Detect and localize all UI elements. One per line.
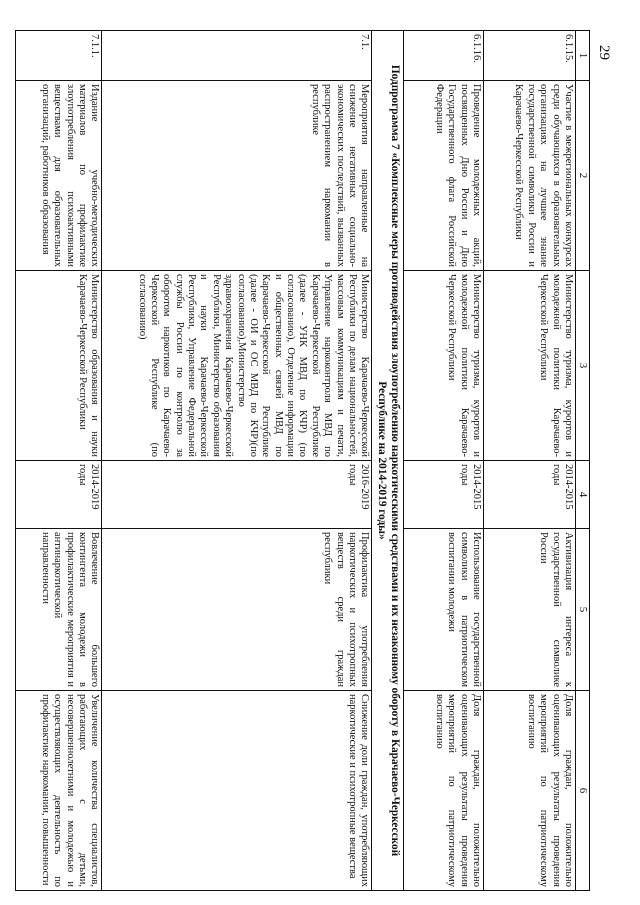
subprogram-row — [372, 31, 404, 891]
row-number: 7.1. — [102, 31, 372, 81]
result-cell: Использование государственной символики в патриотическом воспитании молодежи — [404, 529, 484, 691]
event-cell: Издание учебно-методических материалов по профилактике злоупотребления психоактивными веществами для образовательных организаций, работников образования — [16, 81, 102, 271]
executor-cell: Министерство туризма, курортов и молодежной политики Карачаево-Черкесской Республики — [484, 271, 576, 461]
row-number: 6.1.16. — [404, 31, 484, 81]
years-cell: 2014-2019 годы — [16, 461, 102, 529]
result-cell: Профилактика употребления наркотических и психотропных веществ среди граждан республики — [102, 529, 372, 691]
table-row — [16, 31, 102, 891]
indicator-cell: Увеличение количества специалистов, работающих с детьми, несовершеннолетними и молодежью и осуществляющих деятельность по профилактике наркомании, повышенности — [16, 691, 102, 891]
table-row — [404, 31, 484, 891]
header-cell: 2 — [576, 81, 590, 271]
program-table — [15, 30, 590, 891]
table-header-row — [576, 31, 590, 891]
page-number: 29 — [596, 45, 612, 60]
header-cell: 4 — [576, 461, 590, 529]
event-cell: Проведение молодежных акций, посвященных Дню России и Дню Государственного флага Российской Федерации — [404, 81, 484, 271]
indicator-cell: Доля граждан, положительно оценивающих результаты проведения мероприятий по патриотическому воспитанию — [404, 691, 484, 891]
executor-cell: Министерство туризма, курортов и молодежной политики Карачаево-Черкесской Республики — [404, 271, 484, 461]
event-cell: Участие в межрегиональных конкурсах среди обучающихся в образовательных организациях на лучшее знание государственной символики России и Карачаево-Черкесской Республики — [484, 81, 576, 271]
header-cell: 5 — [576, 529, 590, 691]
table-row — [484, 31, 576, 891]
executor-cell: Министерство образования и науки Карачаево-Черкесской Республики — [16, 271, 102, 461]
header-cell: 3 — [576, 271, 590, 461]
rotated-table-wrapper — [0, 30, 590, 890]
row-number: 6.1.15. — [484, 31, 576, 81]
result-cell: Вовлечение большего контингента молодежи в профилактические мероприятия и антинаркотической направленности — [16, 529, 102, 691]
years-cell: 2014-2015 годы — [404, 461, 484, 529]
years-cell: 2016-2019 годы — [102, 461, 372, 529]
subprogram-heading: Подпрограмма 7 «Комплексные меры противодействия злоупотреблению наркотическими средствами и их незаконному обороту в Карачаево-Черкесской Республике на 2014-2019 годы» — [372, 31, 404, 891]
event-cell: Мероприятия направленные на снижение негативных социально-экономических последствий, вызванных распространением наркомании в республике — [102, 81, 372, 271]
table-row — [102, 31, 372, 891]
header-cell: 6 — [576, 691, 590, 891]
header-cell: 1 — [576, 31, 590, 81]
result-cell: Активизация интереса к государственной символике России — [484, 529, 576, 691]
indicator-cell: Снижение доли граждан, употребляющих наркотические и психотропные вещества — [102, 691, 372, 891]
row-number: 7.1.1. — [16, 31, 102, 81]
indicator-cell: Доля граждан, положительно оценивающих результаты проведения мероприятий по патриотическому воспитанию — [484, 691, 576, 891]
years-cell: 2014-2015 годы — [484, 461, 576, 529]
executor-cell: Министерство Карачаево-Черкесской Республики по делам национальностей, массовым коммуникациям и печати, Управление наркоконтроля МВД по Карачаево-Черкесской Республике (далее - УНК МВД по КЧР) (по согласованию), Отделение информации и общественных связей МВД по Карачаево-Черкесской Республике (далее - ОИ и ОС МВД по КЧР)(по согласованию),Министерство здравоохранения Карачаево-Черкесской Республики, Министерство образования и науки Карачаево-Черкесской Республики, Управление Федеральной службы России по контролю за оборотом наркотиков по Карачаево-Черкесской Республике (по согласованию) — [102, 271, 372, 461]
